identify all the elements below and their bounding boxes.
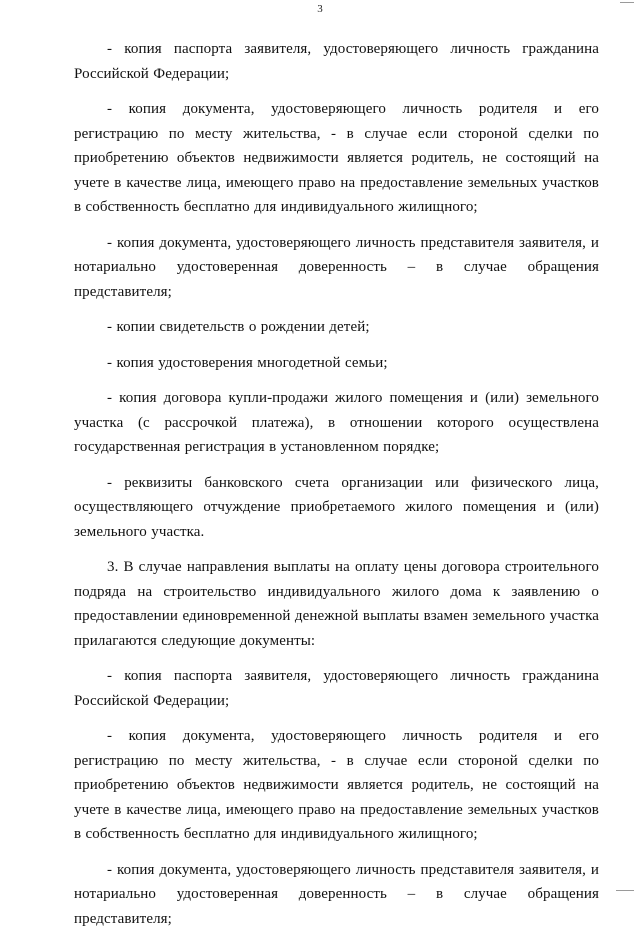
list-item-large-family-certificate: - копия удостоверения многодетной семьи; [107, 354, 388, 371]
list-item-sale-contract-copy: - копия договора купли-продажи жилого помещения и (или) земельного участка (с рассрочкой платежа), в отношении которого осуществлена государственная регистрация в установленном порядке; [74, 390, 599, 455]
list-item-representative-document-copy: - копия документа, удостоверяющего личность представителя заявителя, и нотариально удостоверенная доверенность – в случае обращения представителя; [74, 861, 599, 927]
list-item-parent-document-copy: - копия документа, удостоверяющего личность родителя и его регистрацию по месту жительства, - в случае если стороной сделки по приобретению объектов недвижимости является родитель, не состоящий на учете в качестве лица, имеющего право на предоставление земельных участков в собственность бесплатно для индивидуального жилищного; [74, 101, 599, 215]
list-item-parent-document-copy: - копия документа, удостоверяющего личность родителя и его регистрацию по месту жительства, - в случае если стороной сделки по приобретению объектов недвижимости является родитель, не состоящий на учете в качестве лица, имеющего право на предоставление земельных участков в собственность бесплатно для индивидуального жилищного; [74, 728, 599, 842]
list-item-passport-copy: - копия паспорта заявителя, удостоверяющего личность гражданина Российской Федерации; [74, 668, 599, 709]
list-item-birth-certificates: - копии свидетельств о рождении детей; [107, 319, 370, 335]
scan-mark-bottom [616, 890, 634, 891]
section-3-paragraph: 3. В случае направления выплаты на оплату цены договора строительного подряда на строительство индивидуального жилого дома к заявлению о предоставлении единовременной денежной выплаты взамен земельного участка прилагаются следующие документы: [74, 559, 599, 649]
page-number: 3 [317, 3, 323, 15]
list-item-representative-document-copy: - копия документа, удостоверяющего личность представителя заявителя, и нотариально удостоверенная доверенность – в случае обращения представителя; [74, 234, 599, 300]
list-item-passport-copy: - копия паспорта заявителя, удостоверяющего личность гражданина Российской Федерации; [74, 41, 599, 82]
list-item-bank-details: - реквизиты банковского счета организации или физического лица, осуществляющего отчуждение приобретаемого жилого помещения и (или) земельного участка. [74, 474, 599, 540]
document-body [74, 37, 599, 942]
